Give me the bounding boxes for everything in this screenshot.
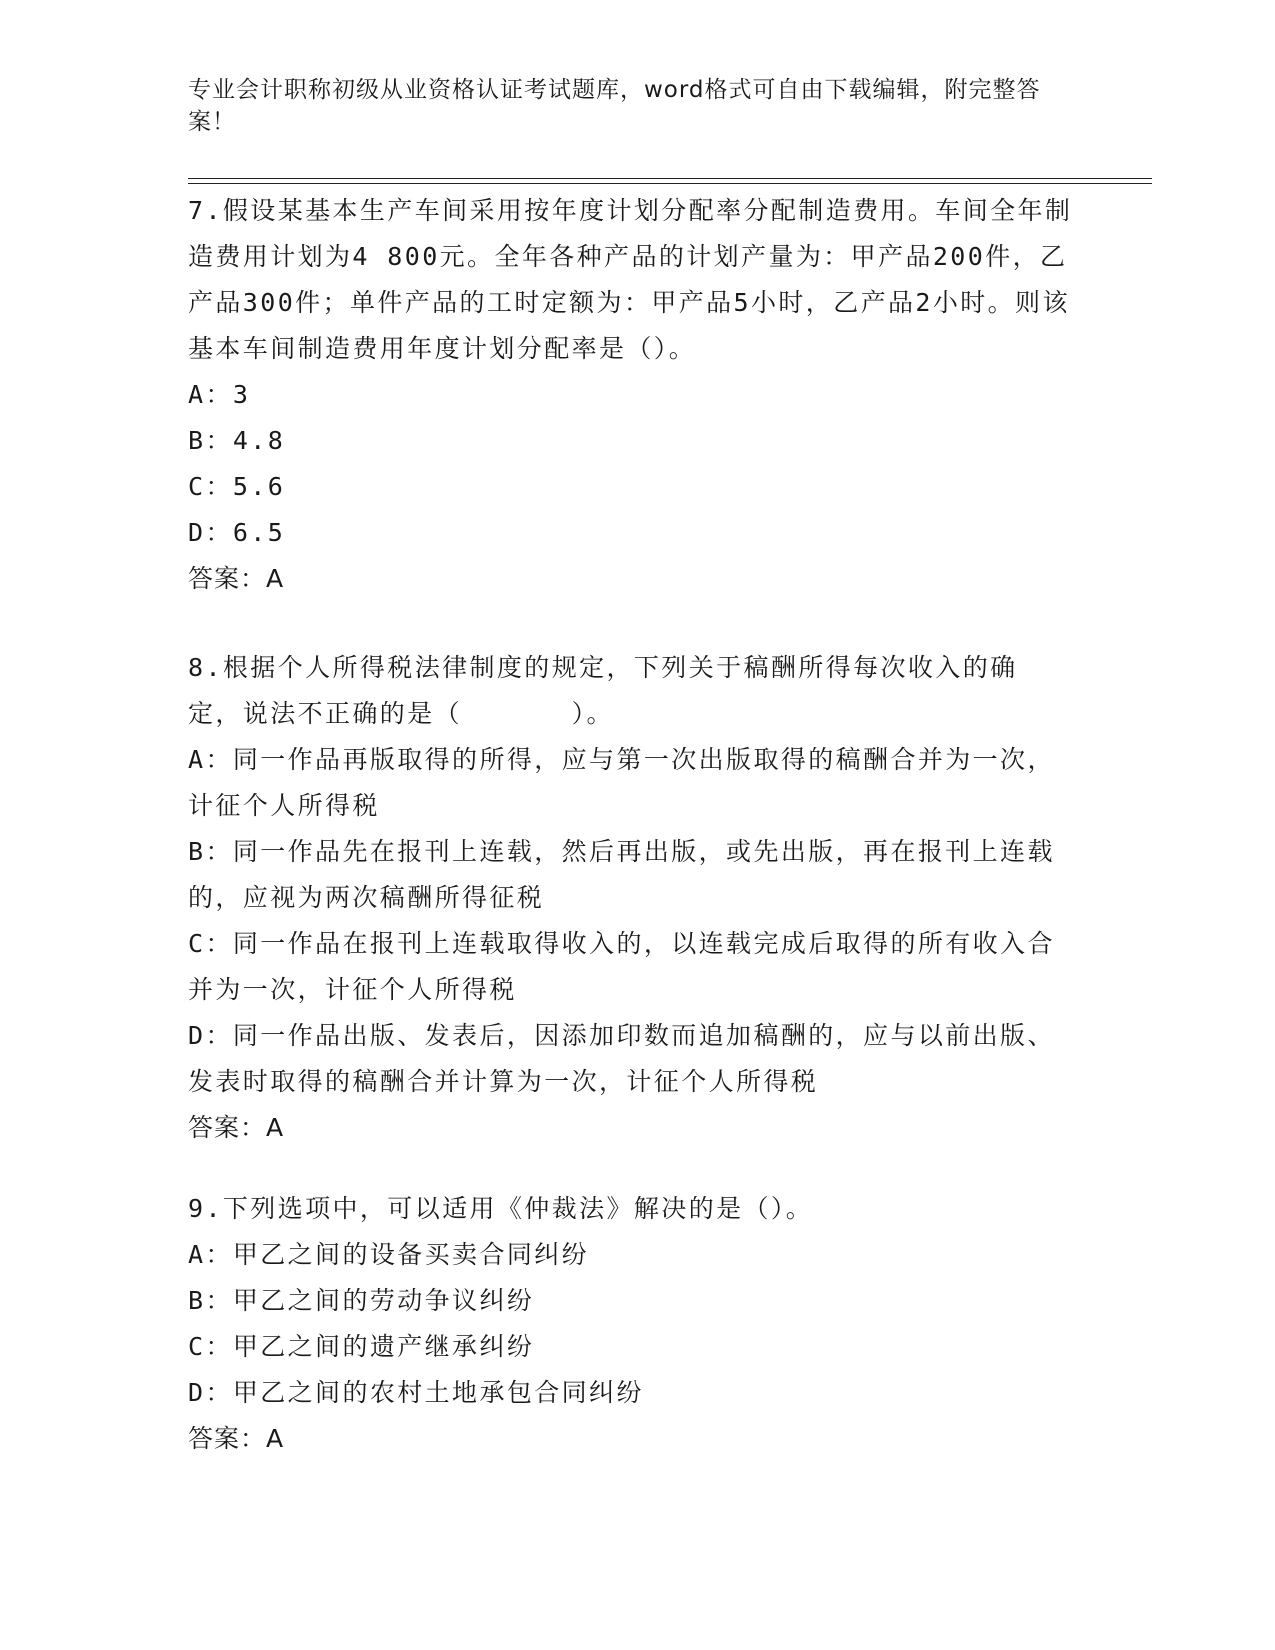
option-d: D：同一作品出版、发表后，因添加印数而追加稿酬的，应与以前出版、发表时取得的稿酬合并计算为一次，计征个人所得税 xyxy=(188,1021,1055,1096)
question-stem: 7.假设某基本生产车间采用按年度计划分配率分配制造费用。车间全年制造费用计划为4 800元。全年各种产品的计划产量为：甲产品200件，乙产品300件；单件产品的工时定额为：甲产品5小时，乙产品2小时。则该基本车间制造费用年度计划分配率是（）。 xyxy=(188,196,1073,363)
option-c: C：甲乙之间的遗产继承纠纷 xyxy=(188,1332,535,1361)
option-d: D：甲乙之间的农村土地承包合同纠纷 xyxy=(188,1378,644,1407)
answer: 答案：A xyxy=(188,564,285,593)
question-stem: 8.根据个人所得税法律制度的规定，下列关于稿酬所得每次收入的确定，说法不正确的是（ ）。 xyxy=(188,653,1018,728)
answer: 答案：A xyxy=(188,1424,285,1453)
option-a: A：3 xyxy=(188,380,251,409)
header-divider-bottom xyxy=(188,183,1152,184)
answer: 答案：A xyxy=(188,1113,285,1142)
option-b: B：甲乙之间的劳动争议纠纷 xyxy=(188,1286,535,1315)
page-header: 专业会计职称初级从业资格认证考试题库，word格式可自由下载编辑，附完整答案！ xyxy=(188,77,1041,135)
question-8 xyxy=(188,645,1088,1151)
option-b: B：4.8 xyxy=(188,426,286,455)
question-stem: 9.下列选项中，可以适用《仲裁法》解决的是（）。 xyxy=(188,1194,814,1223)
option-c: C：5.6 xyxy=(188,472,286,501)
option-b: B：同一作品先在报刊上连载，然后再出版，或先出版，再在报刊上连载的，应视为两次稿酬所得征税 xyxy=(188,837,1055,912)
option-a: A：同一作品再版取得的所得，应与第一次出版取得的稿酬合并为一次，计征个人所得税 xyxy=(188,745,1055,820)
option-a: A：甲乙之间的设备买卖合同纠纷 xyxy=(188,1240,590,1269)
question-9 xyxy=(188,1186,1088,1462)
option-d: D：6.5 xyxy=(188,518,286,547)
header-divider-top xyxy=(188,178,1152,179)
option-c: C：同一作品在报刊上连载取得收入的，以连载完成后取得的所有收入合并为一次，计征个人所得税 xyxy=(188,929,1055,1004)
question-7 xyxy=(188,188,1088,602)
